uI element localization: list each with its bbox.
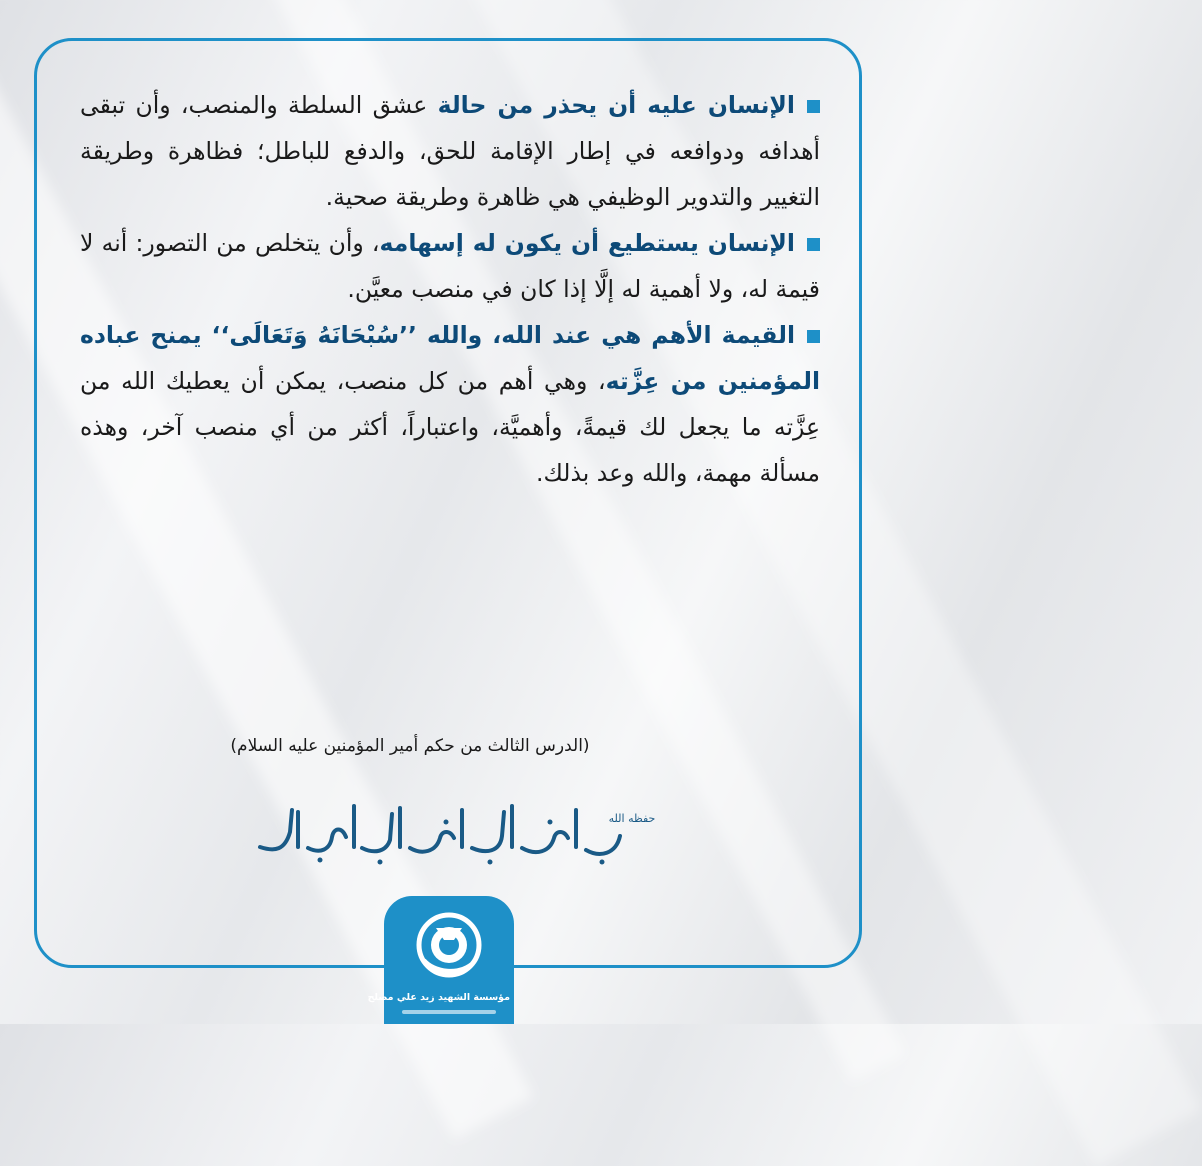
paragraph-1	[80, 82, 820, 220]
source-citation: (الدرس الثالث من حكم أمير المؤمنين عليه السلام)	[230, 736, 590, 756]
paragraph-emphasis: الإنسان عليه أن يحذر من حالة	[437, 91, 795, 119]
paragraph-text: ، وأن يتخلص من التصور: أنه لا قيمة له، ولا أهمية له إلَّا إذا كان في منصب معيَّن.	[80, 229, 820, 303]
bullet-square-icon	[807, 238, 820, 251]
paragraph-emphasis: الإنسان يستطيع أن يكون له إسهامه	[379, 229, 795, 257]
quote-body	[80, 82, 820, 496]
foundation-logo	[367, 896, 514, 1024]
bullet-square-icon	[807, 100, 820, 113]
paragraph-emphasis: القيمة الأهم هي عند الله، والله ’’سُبْحَانَهُ وَتَعَالَى‘‘ يمنح عباده المؤمنين من عِزَّته	[80, 321, 821, 395]
paragraph-2	[80, 220, 820, 312]
logo-underline	[402, 1010, 496, 1014]
logo-name: مؤسسة الشهيد زيد علي مصلح	[367, 992, 510, 1003]
bullet-square-icon	[807, 330, 820, 343]
paragraph-3	[80, 312, 820, 496]
signature-honorific: حفظه الله	[608, 812, 656, 825]
film-reel-icon	[414, 910, 484, 980]
paragraph-text: ، وهي أهم من كل منصب، يمكن أن يعطيك الله من عِزَّته ما يجعل لك قيمةً، وأهميَّة، واعتباراً، أكثر من أي منصب آخر، وهذه مسألة مهمة، والله وعد بذلك.	[80, 367, 820, 487]
calligraphy-signature	[250, 792, 656, 872]
paragraph-text: عشق السلطة والمنصب، وأن تبقى أهدافه ودوافعه في إطار الإقامة للحق، والدفع للباطل؛ فظاهرة وطريقة التغيير والتدوير الوظيفي هي ظاهرة وطريقة صحية.	[80, 91, 820, 211]
